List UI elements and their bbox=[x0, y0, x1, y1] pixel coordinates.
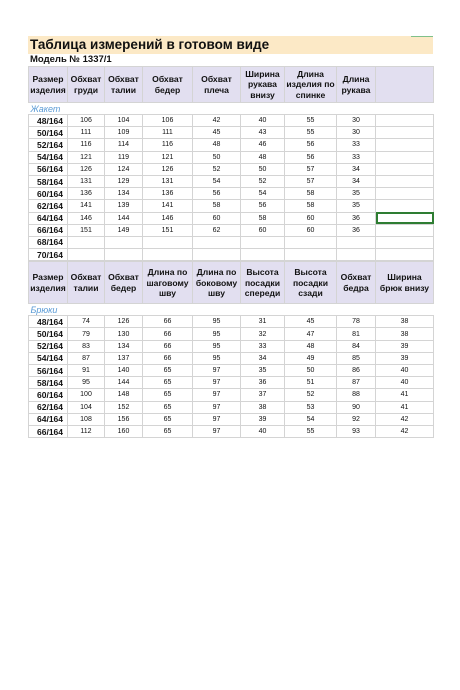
table-row bbox=[29, 139, 434, 151]
column-header[interactable] bbox=[376, 67, 434, 103]
value-cell[interactable] bbox=[285, 236, 337, 248]
value-cell[interactable]: 85 bbox=[337, 352, 376, 364]
value-cell[interactable]: 56 bbox=[241, 200, 285, 212]
table-row bbox=[29, 175, 434, 187]
value-cell[interactable] bbox=[376, 163, 434, 175]
column-header[interactable]: Длина рукава bbox=[337, 67, 376, 103]
value-cell[interactable] bbox=[376, 188, 434, 200]
table-row bbox=[29, 188, 434, 200]
sheet-title-bar bbox=[28, 36, 433, 54]
section-label[interactable]: Жакет bbox=[29, 103, 434, 115]
value-cell[interactable]: 126 bbox=[105, 316, 143, 328]
table-row bbox=[29, 236, 434, 248]
value-cell[interactable]: 52 bbox=[241, 175, 285, 187]
value-cell[interactable]: 34 bbox=[337, 163, 376, 175]
size-cell[interactable]: 68/164 bbox=[29, 236, 68, 248]
table-row bbox=[29, 163, 434, 175]
value-cell[interactable]: 38 bbox=[241, 401, 285, 413]
column-header[interactable]: Обхват бедра bbox=[337, 262, 376, 304]
value-cell[interactable]: 50 bbox=[193, 151, 241, 163]
value-cell[interactable] bbox=[376, 139, 434, 151]
value-cell[interactable] bbox=[376, 224, 434, 236]
value-cell[interactable] bbox=[68, 249, 105, 261]
value-cell[interactable]: 36 bbox=[337, 224, 376, 236]
size-cell[interactable]: 50/164 bbox=[29, 127, 68, 139]
value-cell[interactable] bbox=[376, 175, 434, 187]
value-cell[interactable] bbox=[376, 236, 434, 248]
value-cell[interactable]: 54 bbox=[193, 175, 241, 187]
value-cell[interactable]: 52 bbox=[285, 389, 337, 401]
value-cell[interactable]: 58 bbox=[193, 200, 241, 212]
value-cell[interactable]: 140 bbox=[105, 365, 143, 377]
value-cell[interactable]: 114 bbox=[105, 139, 143, 151]
table-row bbox=[29, 151, 434, 163]
table-row bbox=[29, 340, 434, 352]
value-cell[interactable]: 131 bbox=[68, 175, 105, 187]
size-cell[interactable]: 56/164 bbox=[29, 365, 68, 377]
value-cell[interactable]: 100 bbox=[68, 389, 105, 401]
value-cell[interactable]: 65 bbox=[143, 365, 193, 377]
value-cell[interactable]: 65 bbox=[143, 389, 193, 401]
value-cell[interactable]: 95 bbox=[193, 340, 241, 352]
column-header[interactable]: Обхват бедер bbox=[143, 67, 193, 103]
column-header[interactable]: Длина изделия по спинке bbox=[285, 67, 337, 103]
value-cell[interactable]: 116 bbox=[143, 139, 193, 151]
value-cell[interactable]: 58 bbox=[285, 188, 337, 200]
value-cell[interactable] bbox=[193, 249, 241, 261]
value-cell[interactable]: 39 bbox=[376, 352, 434, 364]
table1-header-row bbox=[29, 67, 434, 103]
column-header[interactable]: Длина по боковому шву bbox=[193, 262, 241, 304]
value-cell[interactable]: 38 bbox=[376, 328, 434, 340]
column-header[interactable]: Высота посадки спереди bbox=[241, 262, 285, 304]
value-cell[interactable]: 40 bbox=[376, 377, 434, 389]
value-cell[interactable]: 81 bbox=[337, 328, 376, 340]
value-cell[interactable]: 97 bbox=[193, 425, 241, 437]
size-cell[interactable]: 52/164 bbox=[29, 139, 68, 151]
value-cell[interactable]: 55 bbox=[285, 425, 337, 437]
value-cell[interactable]: 56 bbox=[285, 151, 337, 163]
value-cell[interactable]: 78 bbox=[337, 316, 376, 328]
value-cell[interactable]: 45 bbox=[193, 127, 241, 139]
table-row bbox=[29, 249, 434, 261]
value-cell[interactable]: 34 bbox=[241, 352, 285, 364]
value-cell[interactable]: 31 bbox=[241, 316, 285, 328]
size-cell[interactable]: 58/164 bbox=[29, 377, 68, 389]
value-cell[interactable]: 34 bbox=[337, 175, 376, 187]
value-cell[interactable]: 86 bbox=[337, 365, 376, 377]
value-cell[interactable]: 65 bbox=[143, 377, 193, 389]
column-header[interactable]: Размер изделия bbox=[29, 67, 68, 103]
value-cell[interactable] bbox=[241, 236, 285, 248]
value-cell[interactable]: 55 bbox=[285, 115, 337, 127]
column-header[interactable]: Обхват груди bbox=[68, 67, 105, 103]
value-cell[interactable]: 50 bbox=[241, 163, 285, 175]
value-cell[interactable]: 66 bbox=[143, 352, 193, 364]
size-cell[interactable]: 56/164 bbox=[29, 163, 68, 175]
value-cell[interactable]: 97 bbox=[193, 401, 241, 413]
value-cell[interactable]: 87 bbox=[337, 377, 376, 389]
size-cell[interactable]: 60/164 bbox=[29, 389, 68, 401]
value-cell[interactable]: 129 bbox=[105, 175, 143, 187]
table-row bbox=[29, 115, 434, 127]
value-cell[interactable]: 146 bbox=[68, 212, 105, 224]
value-cell[interactable]: 54 bbox=[285, 413, 337, 425]
table-row bbox=[29, 328, 434, 340]
value-cell[interactable]: 144 bbox=[105, 212, 143, 224]
value-cell[interactable]: 139 bbox=[105, 200, 143, 212]
value-cell[interactable]: 48 bbox=[241, 151, 285, 163]
trousers-section-row bbox=[29, 304, 434, 316]
value-cell[interactable]: 90 bbox=[337, 401, 376, 413]
value-cell[interactable]: 47 bbox=[285, 328, 337, 340]
value-cell[interactable]: 149 bbox=[105, 224, 143, 236]
value-cell[interactable]: 126 bbox=[68, 163, 105, 175]
value-cell[interactable]: 104 bbox=[105, 115, 143, 127]
value-cell[interactable]: 121 bbox=[68, 151, 105, 163]
value-cell[interactable]: 97 bbox=[193, 377, 241, 389]
value-cell[interactable]: 36 bbox=[241, 377, 285, 389]
size-cell[interactable]: 60/164 bbox=[29, 188, 68, 200]
value-cell[interactable]: 40 bbox=[241, 115, 285, 127]
value-cell[interactable]: 88 bbox=[337, 389, 376, 401]
value-cell[interactable]: 60 bbox=[285, 212, 337, 224]
table-row bbox=[29, 401, 434, 413]
value-cell[interactable] bbox=[105, 236, 143, 248]
page-title: Таблица измерений в готовом виде bbox=[30, 37, 270, 52]
value-cell[interactable] bbox=[337, 236, 376, 248]
value-cell[interactable]: 93 bbox=[337, 425, 376, 437]
value-cell[interactable]: 51 bbox=[285, 377, 337, 389]
table-row bbox=[29, 127, 434, 139]
value-cell[interactable]: 66 bbox=[143, 340, 193, 352]
column-header[interactable]: Размер изделия bbox=[29, 262, 68, 304]
size-cell[interactable]: 58/164 bbox=[29, 175, 68, 187]
value-cell[interactable]: 40 bbox=[241, 425, 285, 437]
column-header[interactable]: Обхват плеча bbox=[193, 67, 241, 103]
table-row bbox=[29, 224, 434, 236]
value-cell[interactable]: 35 bbox=[337, 188, 376, 200]
trousers-measurement-table bbox=[28, 261, 434, 438]
size-cell[interactable]: 62/164 bbox=[29, 401, 68, 413]
value-cell[interactable]: 57 bbox=[285, 175, 337, 187]
value-cell[interactable]: 65 bbox=[143, 401, 193, 413]
value-cell[interactable]: 56 bbox=[193, 188, 241, 200]
jacket-section-row bbox=[29, 103, 434, 115]
table-row bbox=[29, 377, 434, 389]
size-cell[interactable]: 48/164 bbox=[29, 316, 68, 328]
value-cell[interactable] bbox=[193, 236, 241, 248]
value-cell[interactable]: 121 bbox=[143, 151, 193, 163]
value-cell[interactable]: 48 bbox=[193, 139, 241, 151]
value-cell[interactable]: 131 bbox=[143, 175, 193, 187]
value-cell[interactable]: 36 bbox=[337, 212, 376, 224]
value-cell[interactable]: 30 bbox=[337, 127, 376, 139]
value-cell[interactable]: 134 bbox=[105, 340, 143, 352]
value-cell[interactable]: 156 bbox=[105, 413, 143, 425]
value-cell[interactable]: 74 bbox=[68, 316, 105, 328]
size-cell[interactable]: 66/164 bbox=[29, 425, 68, 437]
value-cell[interactable]: 33 bbox=[337, 151, 376, 163]
value-cell[interactable]: 130 bbox=[105, 328, 143, 340]
value-cell[interactable]: 144 bbox=[105, 377, 143, 389]
size-cell[interactable]: 54/164 bbox=[29, 352, 68, 364]
value-cell[interactable]: 108 bbox=[68, 413, 105, 425]
value-cell[interactable]: 49 bbox=[285, 352, 337, 364]
value-cell[interactable]: 60 bbox=[241, 224, 285, 236]
selected-cell[interactable] bbox=[376, 212, 434, 224]
value-cell[interactable]: 92 bbox=[337, 413, 376, 425]
value-cell[interactable]: 58 bbox=[241, 212, 285, 224]
value-cell[interactable]: 66 bbox=[143, 328, 193, 340]
value-cell[interactable]: 109 bbox=[105, 127, 143, 139]
value-cell[interactable]: 91 bbox=[68, 365, 105, 377]
value-cell[interactable]: 65 bbox=[143, 425, 193, 437]
table-row bbox=[29, 389, 434, 401]
table-row bbox=[29, 200, 434, 212]
column-header[interactable]: Длина по шаговому шву bbox=[143, 262, 193, 304]
measurement-sheet bbox=[28, 36, 433, 438]
column-header[interactable]: Высота посадки сзади bbox=[285, 262, 337, 304]
value-cell[interactable]: 50 bbox=[285, 365, 337, 377]
size-cell[interactable]: 62/164 bbox=[29, 200, 68, 212]
value-cell[interactable] bbox=[337, 249, 376, 261]
value-cell[interactable]: 87 bbox=[68, 352, 105, 364]
value-cell[interactable]: 42 bbox=[376, 425, 434, 437]
value-cell[interactable]: 141 bbox=[68, 200, 105, 212]
value-cell[interactable]: 52 bbox=[193, 163, 241, 175]
value-cell[interactable]: 32 bbox=[241, 328, 285, 340]
value-cell[interactable]: 79 bbox=[68, 328, 105, 340]
value-cell[interactable]: 42 bbox=[193, 115, 241, 127]
table-row bbox=[29, 352, 434, 364]
value-cell[interactable] bbox=[376, 151, 434, 163]
table-row bbox=[29, 316, 434, 328]
table-row bbox=[29, 212, 434, 224]
value-cell[interactable]: 35 bbox=[337, 200, 376, 212]
value-cell[interactable]: 151 bbox=[143, 224, 193, 236]
value-cell[interactable]: 57 bbox=[285, 163, 337, 175]
section-label[interactable]: Брюки bbox=[29, 304, 434, 316]
value-cell[interactable]: 65 bbox=[143, 413, 193, 425]
value-cell[interactable]: 111 bbox=[143, 127, 193, 139]
value-cell[interactable]: 152 bbox=[105, 401, 143, 413]
value-cell[interactable]: 42 bbox=[376, 413, 434, 425]
column-header[interactable]: Обхват талии bbox=[105, 67, 143, 103]
value-cell[interactable]: 33 bbox=[241, 340, 285, 352]
column-header[interactable]: Ширина рукава внизу bbox=[241, 67, 285, 103]
size-cell[interactable]: 66/164 bbox=[29, 224, 68, 236]
value-cell[interactable]: 41 bbox=[376, 401, 434, 413]
value-cell[interactable]: 33 bbox=[337, 139, 376, 151]
column-header[interactable]: Ширина брюк внизу bbox=[376, 262, 434, 304]
size-cell[interactable]: 70/164 bbox=[29, 249, 68, 261]
value-cell[interactable]: 48 bbox=[285, 340, 337, 352]
table2-header-row bbox=[29, 262, 434, 304]
value-cell[interactable]: 39 bbox=[376, 340, 434, 352]
value-cell[interactable]: 126 bbox=[143, 163, 193, 175]
value-cell[interactable]: 97 bbox=[193, 389, 241, 401]
value-cell[interactable] bbox=[241, 249, 285, 261]
value-cell[interactable]: 56 bbox=[285, 139, 337, 151]
column-header[interactable]: Обхват бедер bbox=[105, 262, 143, 304]
column-header[interactable]: Обхват талии bbox=[68, 262, 105, 304]
model-number: Модель № 1337/1 bbox=[30, 54, 112, 65]
value-cell[interactable]: 38 bbox=[376, 316, 434, 328]
value-cell[interactable]: 46 bbox=[241, 139, 285, 151]
value-cell[interactable]: 124 bbox=[105, 163, 143, 175]
table-row bbox=[29, 413, 434, 425]
value-cell[interactable]: 30 bbox=[337, 115, 376, 127]
value-cell[interactable]: 35 bbox=[241, 365, 285, 377]
size-cell[interactable]: 54/164 bbox=[29, 151, 68, 163]
value-cell[interactable] bbox=[143, 236, 193, 248]
value-cell[interactable]: 148 bbox=[105, 389, 143, 401]
value-cell[interactable]: 160 bbox=[105, 425, 143, 437]
value-cell[interactable]: 111 bbox=[68, 127, 105, 139]
value-cell[interactable]: 112 bbox=[68, 425, 105, 437]
value-cell[interactable]: 66 bbox=[143, 316, 193, 328]
jacket-measurement-table bbox=[28, 66, 434, 261]
value-cell[interactable]: 45 bbox=[285, 316, 337, 328]
value-cell[interactable]: 40 bbox=[376, 365, 434, 377]
size-cell[interactable]: 64/164 bbox=[29, 413, 68, 425]
value-cell[interactable]: 97 bbox=[193, 413, 241, 425]
value-cell[interactable]: 60 bbox=[285, 224, 337, 236]
value-cell[interactable]: 136 bbox=[68, 188, 105, 200]
cell-border-accent bbox=[411, 36, 433, 37]
value-cell[interactable]: 151 bbox=[68, 224, 105, 236]
value-cell[interactable] bbox=[376, 127, 434, 139]
value-cell[interactable]: 60 bbox=[193, 212, 241, 224]
value-cell[interactable] bbox=[376, 200, 434, 212]
value-cell[interactable]: 104 bbox=[68, 401, 105, 413]
size-cell[interactable]: 64/164 bbox=[29, 212, 68, 224]
value-cell[interactable]: 137 bbox=[105, 352, 143, 364]
value-cell[interactable]: 43 bbox=[241, 127, 285, 139]
value-cell[interactable]: 62 bbox=[193, 224, 241, 236]
value-cell[interactable]: 39 bbox=[241, 413, 285, 425]
value-cell[interactable]: 95 bbox=[193, 328, 241, 340]
value-cell[interactable]: 141 bbox=[143, 200, 193, 212]
table-row bbox=[29, 425, 434, 437]
value-cell[interactable]: 106 bbox=[143, 115, 193, 127]
value-cell[interactable]: 37 bbox=[241, 389, 285, 401]
size-cell[interactable]: 50/164 bbox=[29, 328, 68, 340]
value-cell[interactable]: 136 bbox=[143, 188, 193, 200]
value-cell[interactable]: 119 bbox=[105, 151, 143, 163]
value-cell[interactable] bbox=[105, 249, 143, 261]
value-cell[interactable]: 54 bbox=[241, 188, 285, 200]
value-cell[interactable] bbox=[143, 249, 193, 261]
value-cell[interactable] bbox=[285, 249, 337, 261]
value-cell[interactable]: 97 bbox=[193, 365, 241, 377]
value-cell[interactable]: 106 bbox=[68, 115, 105, 127]
value-cell[interactable] bbox=[376, 249, 434, 261]
value-cell[interactable]: 95 bbox=[68, 377, 105, 389]
value-cell[interactable]: 95 bbox=[193, 352, 241, 364]
value-cell[interactable]: 134 bbox=[105, 188, 143, 200]
size-cell[interactable]: 48/164 bbox=[29, 115, 68, 127]
value-cell[interactable]: 83 bbox=[68, 340, 105, 352]
value-cell[interactable] bbox=[68, 236, 105, 248]
size-cell[interactable]: 52/164 bbox=[29, 340, 68, 352]
value-cell[interactable]: 146 bbox=[143, 212, 193, 224]
value-cell[interactable]: 116 bbox=[68, 139, 105, 151]
value-cell[interactable]: 95 bbox=[193, 316, 241, 328]
value-cell[interactable]: 55 bbox=[285, 127, 337, 139]
value-cell[interactable]: 84 bbox=[337, 340, 376, 352]
value-cell[interactable]: 58 bbox=[285, 200, 337, 212]
value-cell[interactable]: 53 bbox=[285, 401, 337, 413]
value-cell[interactable] bbox=[376, 115, 434, 127]
table-row bbox=[29, 365, 434, 377]
value-cell[interactable]: 41 bbox=[376, 389, 434, 401]
